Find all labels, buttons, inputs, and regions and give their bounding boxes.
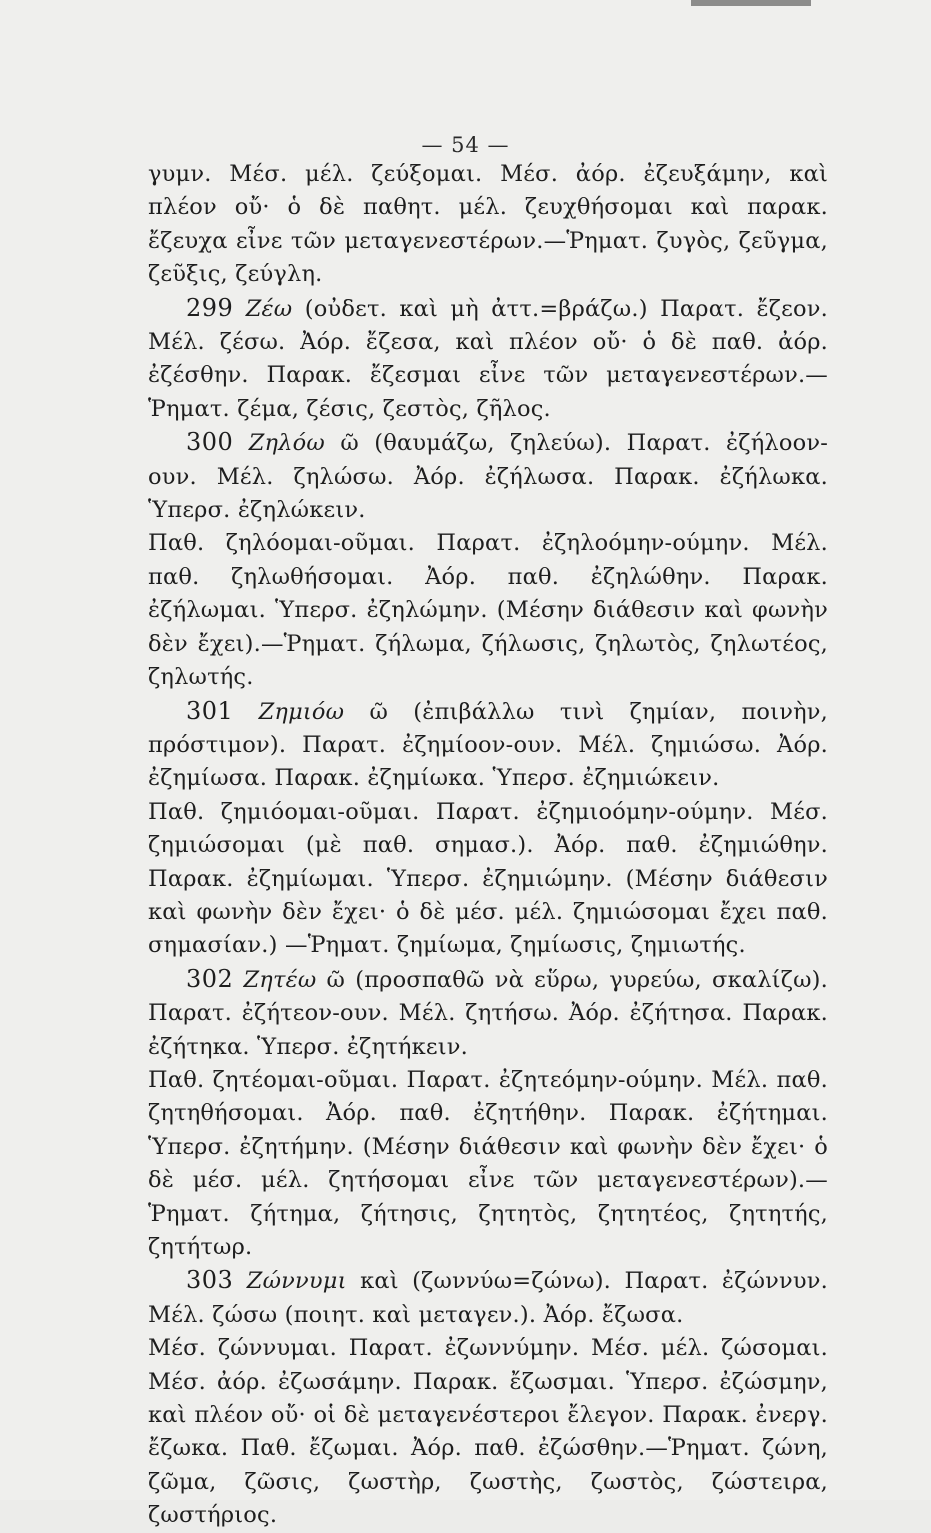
- entry-text: καὶ (ζωννύω=ζώνω). Παρατ. ἐζώννυν. Μέλ. ζώσω (ποιητ. καὶ μεταγεν.). Ἀόρ. ἔζωσα.: [148, 1268, 828, 1328]
- scan-edge-mark: [691, 0, 811, 6]
- paragraph-text: Παθ. ζητέομαι-οῦμαι. Παρατ. ἐζητεόμην-ούμην. Μέλ. παθ. ζητηθήσομαι. Ἀόρ. παθ. ἐζητήθην. Παρακ. ἐζήτημαι. Ὑπερσ. ἐζητήμην. (Μέσην διάθεσιν καὶ φωνὴν δὲν ἔχει· ὁ δὲ μέσ. μέλ. ζητήσομαι εἶνε τῶν μεταγενεστέρων).—Ῥηματ. ζήτημα, ζήτησις, ζητητὸς, ζητητέος, ζητητής, ζητήτωρ.: [148, 1066, 828, 1260]
- entry-303-middle: [148, 1332, 828, 1532]
- page-number: — 54 —: [421, 133, 510, 157]
- entry-headword: Ζητέω: [243, 966, 317, 993]
- entry-300-passive: [148, 527, 828, 694]
- entry-303: [148, 1264, 828, 1332]
- entry-number: 299: [186, 293, 234, 322]
- entry-300: [148, 426, 828, 527]
- entry-301: [148, 695, 828, 796]
- entry-302-passive: [148, 1064, 828, 1264]
- entry-text: ῶ (προσπαθῶ νὰ εὕρω, γυρεύω, σκαλίζω). Παρατ. ἐζήτεον-ουν. Μέλ. ζητήσω. Ἀόρ. ἐζήτησα. Παρακ. ἐζήτηκα. Ὑπερσ. ἐζητήκειν.: [148, 966, 828, 1060]
- entry-headword: Ζημιόω: [258, 698, 345, 725]
- paragraph-text: Μέσ. ζώννυμαι. Παρατ. ἐζωννύμην. Μέσ. μέλ. ζώσομαι. Μέσ. ἀόρ. ἐζωσάμην. Παρακ. ἔζωσμαι. Ὑπερσ. ἐζώσμην, καὶ πλέον οὔ· οἱ δὲ μεταγενέστεροι ἔλεγον. Παρακ. ἐνεργ. ἔζωκα. Παθ. ἔζωμαι. Ἀόρ. παθ. ἐζώσθην.—Ῥηματ. ζώνη, ζῶμα, ζῶσις, ζωστὴρ, ζωστὴς, ζωστὸς, ζώστειρα, ζωστήριος.: [148, 1335, 828, 1529]
- entry-text: ῶ (ἐπιβάλλω τινὶ ζημίαν, ποινὴν, πρόστιμον). Παρατ. ἐζημίοον-ουν. Μέλ. ζημιώσω. Ἀόρ. ἐζημίωσα. Παρακ. ἐζημίωκα. Ὑπερσ. ἐζημιώκειν.: [148, 698, 828, 792]
- paragraph-continuation: [148, 158, 828, 292]
- paragraph-text: Παθ. ζηλόομαι-οῦμαι. Παρατ. ἐζηλοόμην-ούμην. Μέλ. παθ. ζηλωθήσομαι. Ἀόρ. παθ. ἐζηλώθην. Παρακ. ἐζήλωμαι. Ὑπερσ. ἐζηλώμην. (Μέσην διάθεσιν καὶ φωνὴν δὲν ἔχει).—Ῥηματ. ζήλωμα, ζήλωσις, ζηλωτὸς, ζηλωτέος, ζηλωτής.: [148, 530, 828, 691]
- entry-headword: Ζέω: [245, 295, 293, 322]
- entry-number: 302: [186, 964, 234, 993]
- entry-number: 303: [186, 1266, 234, 1295]
- paragraph-text: Παθ. ζημιόομαι-οῦμαι. Παρατ. ἐζημιοόμην-ούμην. Μέσ. ζημιώσομαι (μὲ παθ. σημασ.). Ἀόρ. παθ. ἐζημιώθην. Παρακ. ἐζημίωμαι. Ὑπερσ. ἐζημιώμην. (Μέσην διάθεσιν καὶ φωνὴν δὲν ἔχει· ὁ δὲ μέσ. μέλ. ζημιώσομαι ἔχει παθ. σημασίαν.) —Ῥηματ. ζημίωμα, ζημίωσις, ζημιωτής.: [148, 798, 828, 959]
- entry-number: 300: [186, 428, 234, 457]
- entry-302: [148, 963, 828, 1064]
- paragraph-text: γυμν. Μέσ. μέλ. ζεύξομαι. Μέσ. ἀόρ. ἐζευξάμην, καὶ πλέον οὔ· ὁ δὲ παθητ. μέλ. ζευχθήσομαι καὶ παρακ. ἔζευχα εἶνε τῶν μεταγενεστέρων.—Ῥηματ. ζυγὸς, ζεῦγμα, ζεῦξις, ζεύγλη.: [148, 161, 828, 288]
- entry-number: 301: [186, 696, 234, 725]
- entry-text: (οὐδετ. καὶ μὴ ἀττ.=βράζω.) Παρατ. ἔζεον. Μέλ. ζέσω. Ἀόρ. ἔζεσα, καὶ πλέον οὔ· ὁ δὲ παθ. ἀόρ. ἐζέσθην. Παρακ. ἔζεσμαι εἶνε τῶν μεταγενεστέρων.—Ῥηματ. ζέμα, ζέσις, ζεστὸς, ζῆλος.: [148, 295, 828, 422]
- entry-text: ῶ (θαυμάζω, ζηλεύω). Παρατ. ἐζήλοον-ουν. Μέλ. ζηλώσω. Ἀόρ. ἐζήλωσα. Παρακ. ἐζήλωκα. Ὑπερσ. ἐζηλώκειν.: [148, 430, 829, 524]
- entry-301-passive: [148, 796, 828, 963]
- entry-headword: Ζηλόω: [248, 430, 325, 457]
- entry-299: [148, 292, 828, 427]
- entry-headword: Ζώννυμι: [246, 1268, 347, 1295]
- dictionary-text: [148, 158, 828, 1533]
